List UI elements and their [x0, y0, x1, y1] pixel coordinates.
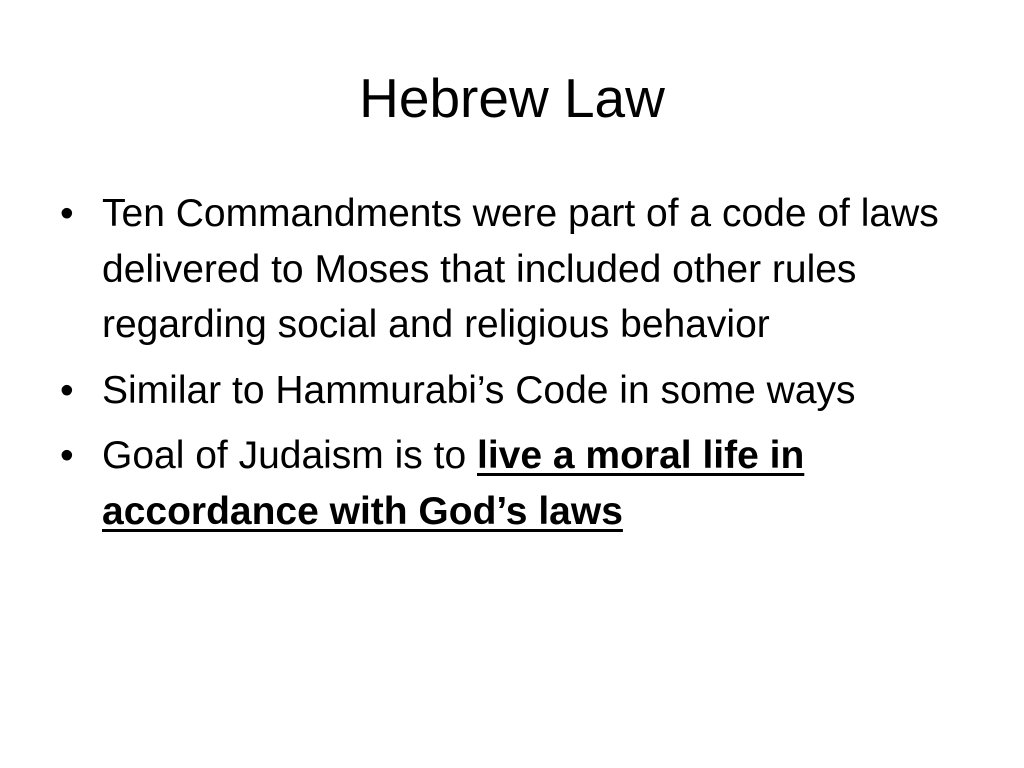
- bullet-item-goal: [60, 428, 960, 539]
- slide-title: Hebrew Law: [359, 67, 665, 129]
- bullet-icon: •: [60, 368, 74, 412]
- bullet-item-commandments: [60, 186, 960, 353]
- bullet-item-hammurabi: [60, 363, 960, 419]
- emphasized-text: live a moral life in accordance with God’s laws: [102, 434, 805, 533]
- bullet-list: [60, 186, 960, 549]
- bullet-icon: •: [60, 192, 74, 235]
- bullet-text: Similar to Hammurabi’s Code in some ways: [102, 368, 856, 412]
- bullet-icon: •: [60, 434, 74, 477]
- bullet-text: Ten Commandments were part of a code of laws delivered to Moses that included other rules regarding social and religious behavior: [102, 192, 939, 346]
- bullet-text: Goal of Judaism is to: [102, 434, 477, 477]
